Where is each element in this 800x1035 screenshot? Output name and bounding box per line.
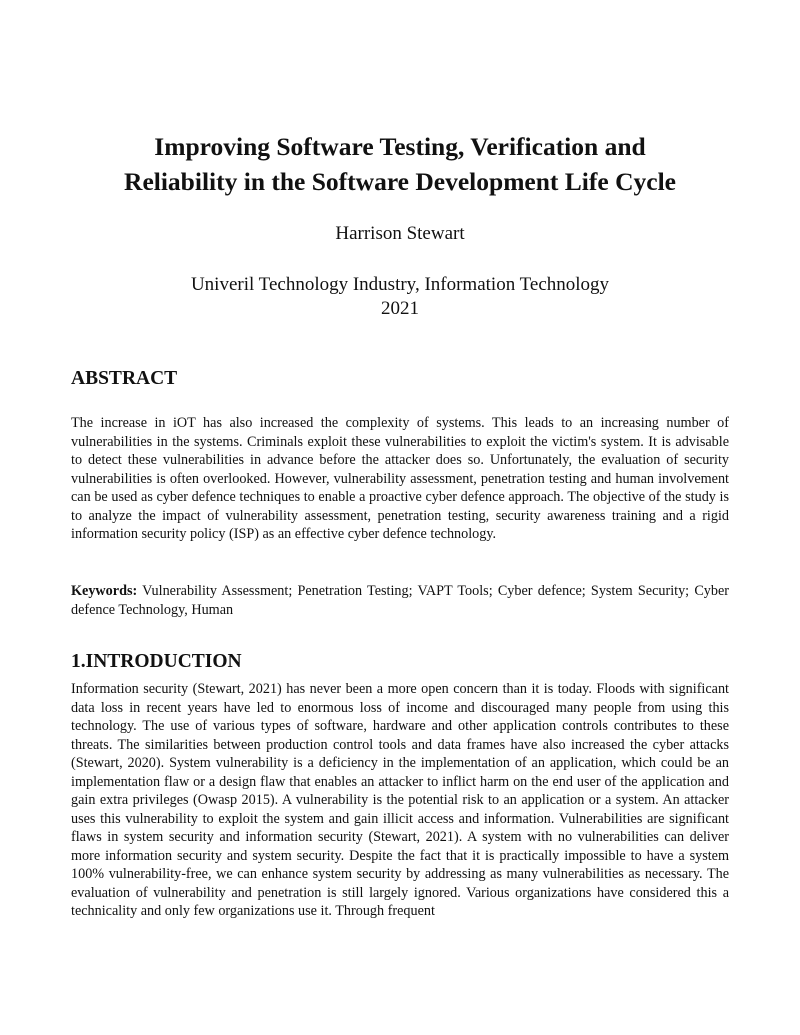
title-line-1: Improving Software Testing, Verification and: [154, 132, 646, 161]
affiliation-block: [40, 273, 760, 321]
introduction-heading: 1.INTRODUCTION: [71, 651, 242, 672]
keywords-label: Keywords:: [71, 583, 138, 599]
author-name: Harrison Stewart: [335, 223, 465, 244]
abstract-heading: ABSTRACT: [71, 368, 178, 389]
keywords-text: Vulnerability Assessment; Penetration Testing; VAPT Tools; Cyber defence; System Security; Cyber defence Technology, Human: [71, 583, 729, 618]
affiliation: Univeril Technology Industry, Information Technology: [190, 274, 610, 295]
publication-year: 2021: [381, 298, 419, 319]
title-line-2: Reliability in the Software Development Life Cycle: [124, 167, 676, 196]
keywords: [71, 582, 729, 619]
abstract-text: The increase in iOT has also increased the complexity of systems. This leads to an increasing number of vulnerabilities in the systems. Criminals exploit these vulnerabilities to exploit the victim's system. It is advisable to detect these vulnerabilities in advance before the attacker does so. Unfortunately, the evaluation of security vulnerabilities is often overlooked. However, vulnerability assessment, penetration testing and human involvement can be used as cyber defence techniques to enable a proactive cyber defence approach. The objective of the study is to analyze the impact of vulnerability assessment, penetration testing, security awareness training and a rigid information security policy (ISP) as an effective cyber defence technology.: [71, 415, 729, 542]
introduction-text: Information security (Stewart, 2021) has never been a more open concern than it is today. Floods with significant data loss in recent years have led to enormous loss of income and discouraged many people from using this technology. The use of various types of software, hardware and other application controls contributes to these threats. The similarities between production control tools and data frames have also increased the cyber attacks (Stewart, 2020). System vulnerability is a deficiency in the implementation of an application, which could be an implementation flaw or a design flaw that enables an attacker to inflict harm on the end user of the application and gain extra privileges (Owasp 2015). A vulnerability is the potential risk to an application or a system. An attacker uses this vulnerability to exploit the system and gain illicit access and information. Vulnerabilities are significant flaws in system security and information security (Stewart, 2021). A system with no vulnerabilities can deliver more information security and system security. Despite the fact that it is practically impossible to have a system 100% vulnerability-free, we can enhance system security by addressing as many vulnerabilities as necessary. The evaluation of vulnerability and penetration is still largely ignored. Various organizations have considered this a technicality and only few organizations use it. Through frequent: [71, 681, 729, 919]
paper-title: [40, 129, 760, 199]
